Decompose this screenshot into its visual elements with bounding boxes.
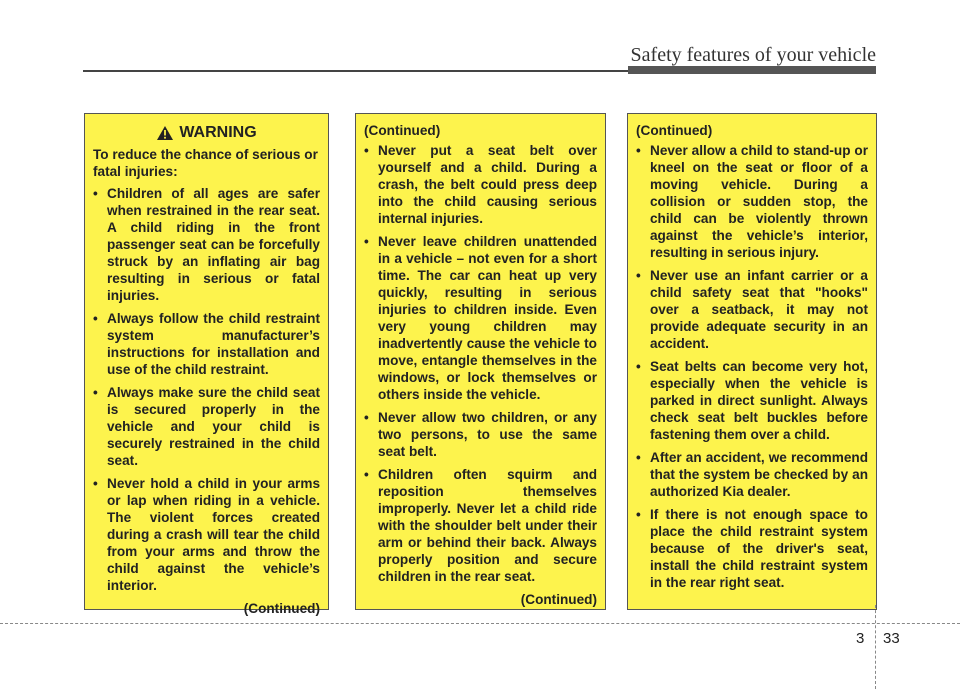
- continued-label: (Continued): [520, 592, 597, 607]
- header-rule: [83, 70, 628, 72]
- continued-label: (Continued): [364, 123, 441, 138]
- warning-item: • If there is not enough space to place the child restraint system because of the driver's seat, install the child restraint system in the rear right seat.: [636, 506, 868, 591]
- warning-item: • Children of all ages are safer when restrained in the rear seat. A child riding in the front passenger seat can be forcefully struck by an inflating air bag resulting in serious or fatal injuries.: [93, 185, 320, 304]
- warning-list: [93, 185, 320, 594]
- warning-item: • Never allow two children, or any two persons, to use the same seat belt.: [364, 409, 597, 460]
- header-bar: [628, 66, 876, 74]
- warning-triangle-icon: [156, 125, 174, 141]
- warning-item: • Children often squirm and reposition themselves improperly. Never let a child ride with the shoulder belt under their arm or behind their back. Always properly position and secure children in the rear seat.: [364, 466, 597, 585]
- warning-list: [364, 142, 597, 585]
- warning-panel-3: [627, 113, 877, 610]
- warning-item: • Always make sure the child seat is secured properly in the vehicle and your child is securely restrained in the child seat.: [93, 384, 320, 469]
- warning-item: • After an accident, we recommend that the system be checked by an authorized Kia dealer.: [636, 449, 868, 500]
- warning-heading: [93, 124, 320, 141]
- warning-item: • Always follow the child restraint system manufacturer’s instructions for installation and use of the child restraint.: [93, 310, 320, 378]
- section-title: Safety features of your vehicle: [630, 44, 876, 66]
- page-number: 33: [883, 630, 900, 647]
- warning-panel-1: [84, 113, 329, 616]
- warning-title: WARNING: [179, 124, 257, 141]
- warning-intro: To reduce the chance of serious or fatal injuries:: [93, 147, 318, 179]
- warning-item: • Never allow a child to stand-up or kneel on the seat or floor of a moving vehicle. During a collision or sudden stop, the child can be violently thrown against the vehicle’s interior, resulting in serious injury.: [636, 142, 868, 261]
- warning-item: • Seat belts can become very hot, especially when the vehicle is parked in direct sunlight. Always check seat belt buckles before fastening them over a child.: [636, 358, 868, 443]
- warning-panel-2: [355, 113, 606, 610]
- warning-item: • Never put a seat belt over yourself and a child. During a crash, the belt could press deep into the child causing serious internal injuries.: [364, 142, 597, 227]
- chapter-number: 3: [856, 630, 865, 647]
- warning-item: • Never use an infant carrier or a child safety seat that "hooks" over a seatback, it may not provide adequate security in an accident.: [636, 267, 868, 352]
- warning-list: [636, 142, 868, 591]
- footer-divider: [875, 605, 876, 689]
- warning-item: • Never hold a child in your arms or lap when riding in a vehicle. The violent forces created during a crash will tear the child from your arms and throw the child against the vehicle’s interior.: [93, 475, 320, 594]
- continued-label: (Continued): [636, 123, 713, 138]
- warning-item: • Never leave children unattended in a vehicle – not even for a short time. The car can heat up very quickly, resulting in serious injuries to children inside. Even very young children may inadvertently cause the vehicle to move, entangle themselves in the windows, or lock themselves or others inside the vehicle.: [364, 233, 597, 403]
- footer-rule: [0, 623, 960, 624]
- continued-label: (Continued): [243, 601, 320, 616]
